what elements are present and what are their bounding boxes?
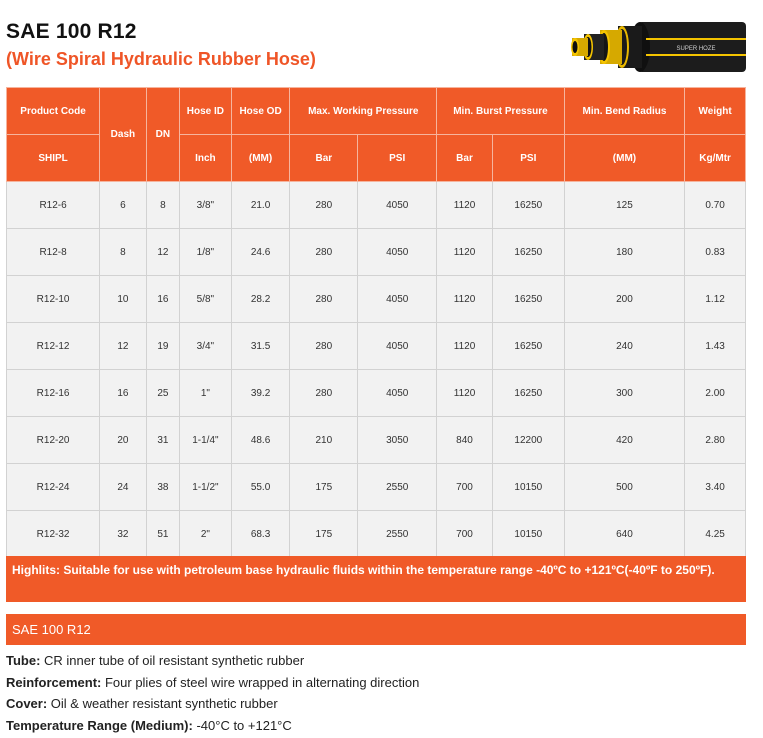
cell-bend-radius: 200	[564, 276, 684, 323]
cell-dn: 31	[146, 417, 179, 464]
cell-code: R12-6	[7, 182, 100, 229]
cell-hose-od: 28.2	[231, 276, 290, 323]
cell-weight: 1.43	[685, 323, 746, 370]
cell-dash: 20	[100, 417, 147, 464]
cell-wp-bar: 280	[290, 229, 358, 276]
subheader-wp-bar: Bar	[290, 135, 358, 182]
header-hose-od: Hose OD	[231, 88, 290, 135]
cell-wp-psi: 4050	[358, 370, 437, 417]
cell-dn: 16	[146, 276, 179, 323]
cell-bp-bar: 1120	[437, 276, 493, 323]
cell-dn: 19	[146, 323, 179, 370]
subheader-weight-unit: Kg/Mtr	[685, 135, 746, 182]
cell-bp-psi: 16250	[492, 276, 564, 323]
hose-brand-label: SUPER HOZE	[676, 46, 716, 52]
subheader-wp-psi: PSI	[358, 135, 437, 182]
cell-hose-od: 48.6	[231, 417, 290, 464]
table-row	[7, 417, 746, 464]
cell-bend-radius: 640	[564, 511, 684, 558]
table-row	[7, 370, 746, 417]
cell-hose-od: 39.2	[231, 370, 290, 417]
cell-dn: 51	[146, 511, 179, 558]
cell-hose-id: 1"	[180, 370, 232, 417]
cell-dn: 12	[146, 229, 179, 276]
table-row	[7, 182, 746, 229]
cell-hose-id: 5/8"	[180, 276, 232, 323]
cell-bp-bar: 840	[437, 417, 493, 464]
table-row	[7, 276, 746, 323]
cell-code: R12-16	[7, 370, 100, 417]
table-header-row	[7, 88, 746, 135]
table-row	[7, 229, 746, 276]
cell-weight: 4.25	[685, 511, 746, 558]
spec-label: Reinforcement:	[6, 674, 102, 690]
cell-bp-psi: 16250	[492, 370, 564, 417]
cell-weight: 2.80	[685, 417, 746, 464]
spec-value: Four plies of steel wire wrapped in alternating direction	[101, 674, 420, 690]
cell-bp-psi: 16250	[492, 323, 564, 370]
cell-wp-psi: 4050	[358, 229, 437, 276]
cell-bp-bar: 1120	[437, 229, 493, 276]
cell-bend-radius: 125	[564, 182, 684, 229]
cell-dash: 16	[100, 370, 147, 417]
page-title: SAE 100 R12	[6, 20, 137, 43]
cell-hose-id: 3/8"	[180, 182, 232, 229]
cell-code: R12-10	[7, 276, 100, 323]
cell-dash: 10	[100, 276, 147, 323]
cell-code: R12-8	[7, 229, 100, 276]
cell-wp-bar: 280	[290, 323, 358, 370]
cell-bp-bar: 1120	[437, 370, 493, 417]
cell-dn: 25	[146, 370, 179, 417]
cell-dn: 38	[146, 464, 179, 511]
highlights-banner: Highlits: Suitable for use with petroleum base hydraulic fluids within the temperature range -40ºC to +121ºC(-40ºF to 250ºF).	[6, 556, 746, 602]
cell-bp-psi: 16250	[492, 182, 564, 229]
cell-hose-od: 24.6	[231, 229, 290, 276]
table-row	[7, 323, 746, 370]
spec-label: Tube:	[6, 653, 41, 668]
spec-label: Cover:	[6, 696, 48, 711]
subheader-shipl: SHIPL	[7, 135, 100, 182]
cell-code: R12-12	[7, 323, 100, 370]
section-title-bar: SAE 100 R12	[6, 614, 746, 645]
cell-bp-bar: 700	[437, 464, 493, 511]
cell-dash: 24	[100, 464, 147, 511]
cell-bp-psi: 10150	[492, 511, 564, 558]
table-row	[7, 464, 746, 511]
spec-cover	[6, 693, 419, 715]
cell-weight: 1.12	[685, 276, 746, 323]
cell-hose-id: 1/8"	[180, 229, 232, 276]
cell-hose-id: 2"	[180, 511, 232, 558]
cell-hose-od: 21.0	[231, 182, 290, 229]
cell-wp-psi: 2550	[358, 511, 437, 558]
cell-dash: 6	[100, 182, 147, 229]
cell-wp-bar: 175	[290, 511, 358, 558]
cell-weight: 3.40	[685, 464, 746, 511]
cell-hose-id: 1-1/4"	[180, 417, 232, 464]
specification-table	[6, 87, 746, 558]
cell-wp-psi: 3050	[358, 417, 437, 464]
hose-product-image	[566, 16, 746, 76]
header-min-bend-radius: Min. Bend Radius	[564, 88, 684, 135]
cell-bp-bar: 1120	[437, 323, 493, 370]
header-dn: DN	[146, 88, 179, 182]
spec-value: CR inner tube of oil resistant synthetic rubber	[40, 653, 305, 668]
subheader-bend-mm: (MM)	[564, 135, 684, 182]
cell-wp-bar: 280	[290, 370, 358, 417]
spec-reinforcement	[6, 672, 419, 694]
cell-hose-id: 3/4"	[180, 323, 232, 370]
subheader-bp-bar: Bar	[437, 135, 493, 182]
cell-dn: 8	[146, 182, 179, 229]
cell-wp-bar: 210	[290, 417, 358, 464]
header-hose-id: Hose ID	[180, 88, 232, 135]
header-product-code: Product Code	[7, 88, 100, 135]
header-dash: Dash	[100, 88, 147, 182]
header-weight: Weight	[685, 88, 746, 135]
cell-wp-psi: 4050	[358, 323, 437, 370]
cell-bp-psi: 16250	[492, 229, 564, 276]
spec-list	[6, 650, 419, 736]
header-max-working-pressure: Max. Working Pressure	[290, 88, 437, 135]
cell-weight: 2.00	[685, 370, 746, 417]
cell-wp-psi: 2550	[358, 464, 437, 511]
cell-wp-bar: 280	[290, 276, 358, 323]
spec-label: Temperature Range (Medium):	[6, 717, 193, 733]
cell-bp-psi: 12200	[492, 417, 564, 464]
spec-temperature-range	[6, 715, 419, 737]
cell-hose-od: 55.0	[231, 464, 290, 511]
table-row	[7, 511, 746, 558]
cell-hose-od: 68.3	[231, 511, 290, 558]
cell-weight: 0.70	[685, 182, 746, 229]
cell-bp-bar: 1120	[437, 182, 493, 229]
cell-bend-radius: 420	[564, 417, 684, 464]
subheader-od-mm: (MM)	[231, 135, 290, 182]
cell-wp-psi: 4050	[358, 182, 437, 229]
cell-bp-bar: 700	[437, 511, 493, 558]
cell-bend-radius: 500	[564, 464, 684, 511]
cell-code: R12-32	[7, 511, 100, 558]
spec-tube	[6, 650, 419, 672]
cell-hose-od: 31.5	[231, 323, 290, 370]
cell-weight: 0.83	[685, 229, 746, 276]
cell-wp-psi: 4050	[358, 276, 437, 323]
cell-dash: 12	[100, 323, 147, 370]
cell-hose-id: 1-1/2"	[180, 464, 232, 511]
spec-value: Oil & weather resistant synthetic rubber	[47, 696, 278, 711]
cell-dash: 32	[100, 511, 147, 558]
cell-bp-psi: 10150	[492, 464, 564, 511]
cell-bend-radius: 180	[564, 229, 684, 276]
cell-wp-bar: 175	[290, 464, 358, 511]
cell-code: R12-24	[7, 464, 100, 511]
spec-value: -40°C to +121°C	[192, 717, 292, 733]
cell-bend-radius: 300	[564, 370, 684, 417]
cell-dash: 8	[100, 229, 147, 276]
cell-code: R12-20	[7, 417, 100, 464]
subheader-inch: Inch	[180, 135, 232, 182]
header-min-burst-pressure: Min. Burst Pressure	[437, 88, 565, 135]
cell-bend-radius: 240	[564, 323, 684, 370]
cell-wp-bar: 280	[290, 182, 358, 229]
subheader-bp-psi: PSI	[492, 135, 564, 182]
page-subtitle: (Wire Spiral Hydraulic Rubber Hose)	[6, 49, 316, 69]
